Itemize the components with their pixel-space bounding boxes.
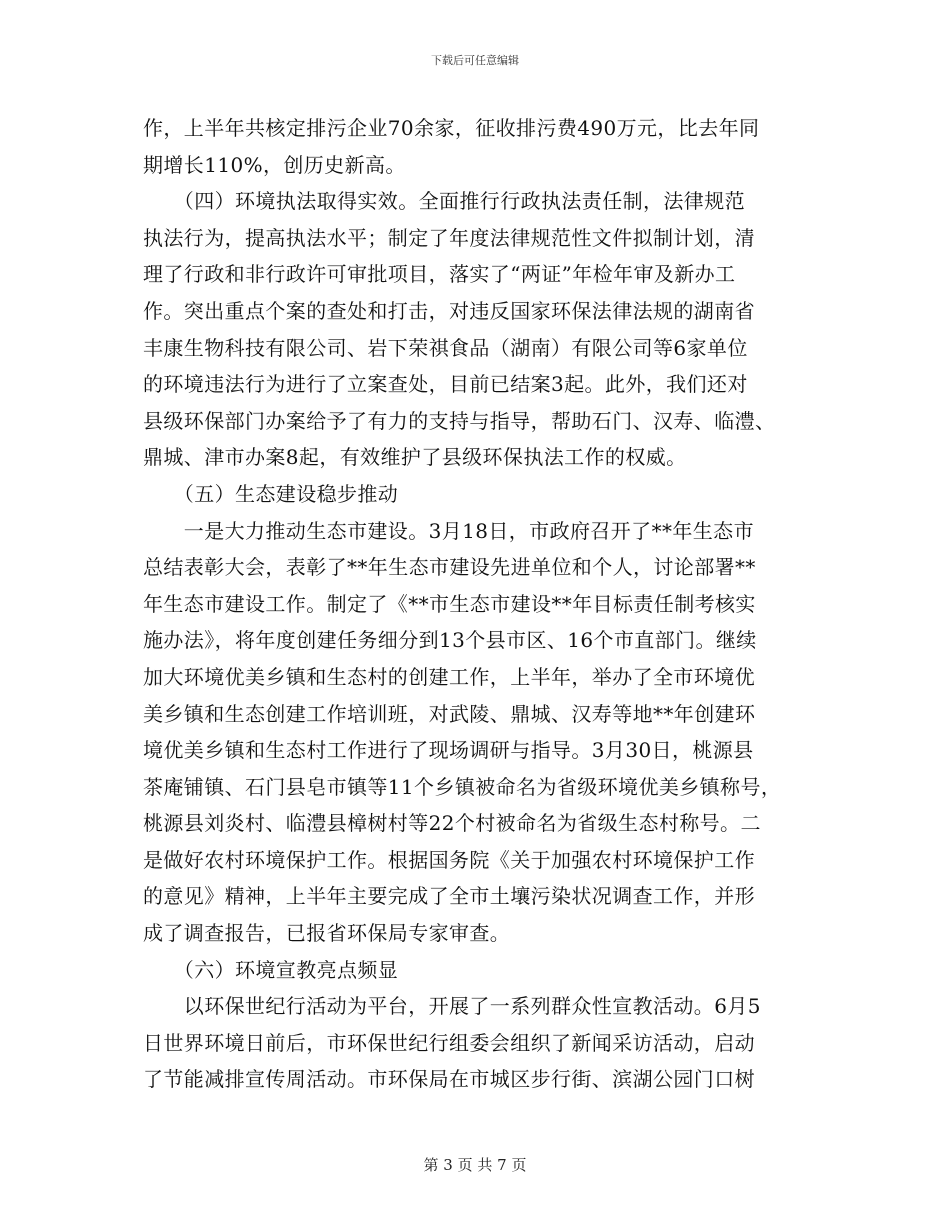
- text-line: 年生态市建设工作。制定了《**市生态市建设**年目标责任制考核实: [143, 591, 756, 616]
- text-line: （四）环境执法取得实效。全面推行行政执法责任制，法律规范: [143, 189, 745, 214]
- text-line: 美乡镇和生态创建工作培训班，对武陵、鼎城、汉寿等地**年创建环: [143, 701, 756, 726]
- text-line: 桃源县刘炎村、临澧县樟树村等22个村被命名为省级生态村称号。二: [143, 811, 761, 836]
- text-line: 期增长110%，创历史新高。: [143, 152, 406, 177]
- text-line: 日世界环境日前后，市环保世纪行组委会组织了新闻采访活动，启动: [143, 1030, 755, 1055]
- text-line: 以环保世纪行活动为平台，开展了一系列群众性宣教活动。6月5: [143, 994, 761, 1019]
- text-line: 县级环保部门办案给予了有力的支持与指导，帮助石门、汉寿、临澧、: [143, 408, 776, 433]
- document-body: [143, 110, 807, 1098]
- page-header: 下载后可任意编辑: [431, 54, 519, 67]
- text-line: 加大环境优美乡镇和生态村的创建工作，上半年，举办了全市环境优: [143, 664, 755, 689]
- text-line: 茶庵铺镇、石门县皂市镇等11个乡镇被命名为省级环境优美乡镇称号，: [143, 774, 782, 799]
- text-line: 的环境违法行为进行了立案查处，目前已结案3起。此外，我们还对: [143, 372, 748, 397]
- text-line: 理了行政和非行政许可审批项目，落实了“两证”年检年审及新办工: [143, 262, 736, 287]
- section-heading: （五）生态建设稳步推动: [143, 481, 399, 506]
- text-line: 作。突出重点个案的查处和打击，对违反国家环保法律法规的湖南省: [143, 298, 755, 323]
- text-line: 施办法》，将年度创建任务细分到13个县市区、16个市直部门。继续: [143, 628, 757, 653]
- text-line: 鼎城、津市办案8起，有效维护了县级环保执法工作的权威。: [143, 445, 687, 470]
- text-line: 执法行为，提高执法水平；制定了年度法律规范性文件拟制计划，清: [143, 225, 755, 250]
- text-line: 一是大力推动生态市建设。3月18日，市政府召开了**年生态市: [143, 518, 754, 543]
- text-line: 丰康生物科技有限公司、岩下荣祺食品（湖南）有限公司等6家单位: [143, 335, 748, 360]
- text-line: 是做好农村环境保护工作。根据国务院《关于加强农村环境保护工作: [143, 847, 755, 872]
- text-line: 总结表彰大会，表彰了**年生态市建设先进单位和个人，讨论部署**: [143, 555, 756, 580]
- text-line: 成了调查报告，已报省环保局专家审查。: [143, 921, 511, 946]
- text-line: 境优美乡镇和生态村工作进行了现场调研与指导。3月30日，桃源县: [143, 738, 754, 763]
- text-line: 作，上半年共核定排污企业70余家，征收排污费490万元，比去年同: [143, 116, 760, 140]
- text-line: 了节能减排宣传周活动。市环保局在市城区步行街、滨湖公园门口树: [143, 1067, 755, 1092]
- section-heading: （六）环境宣教亮点频显: [143, 957, 399, 982]
- page-number: 第 3 页 共 7 页: [423, 1156, 527, 1174]
- text-line: 的意见》精神，上半年主要完成了全市土壤污染状况调查工作，并形: [143, 884, 755, 909]
